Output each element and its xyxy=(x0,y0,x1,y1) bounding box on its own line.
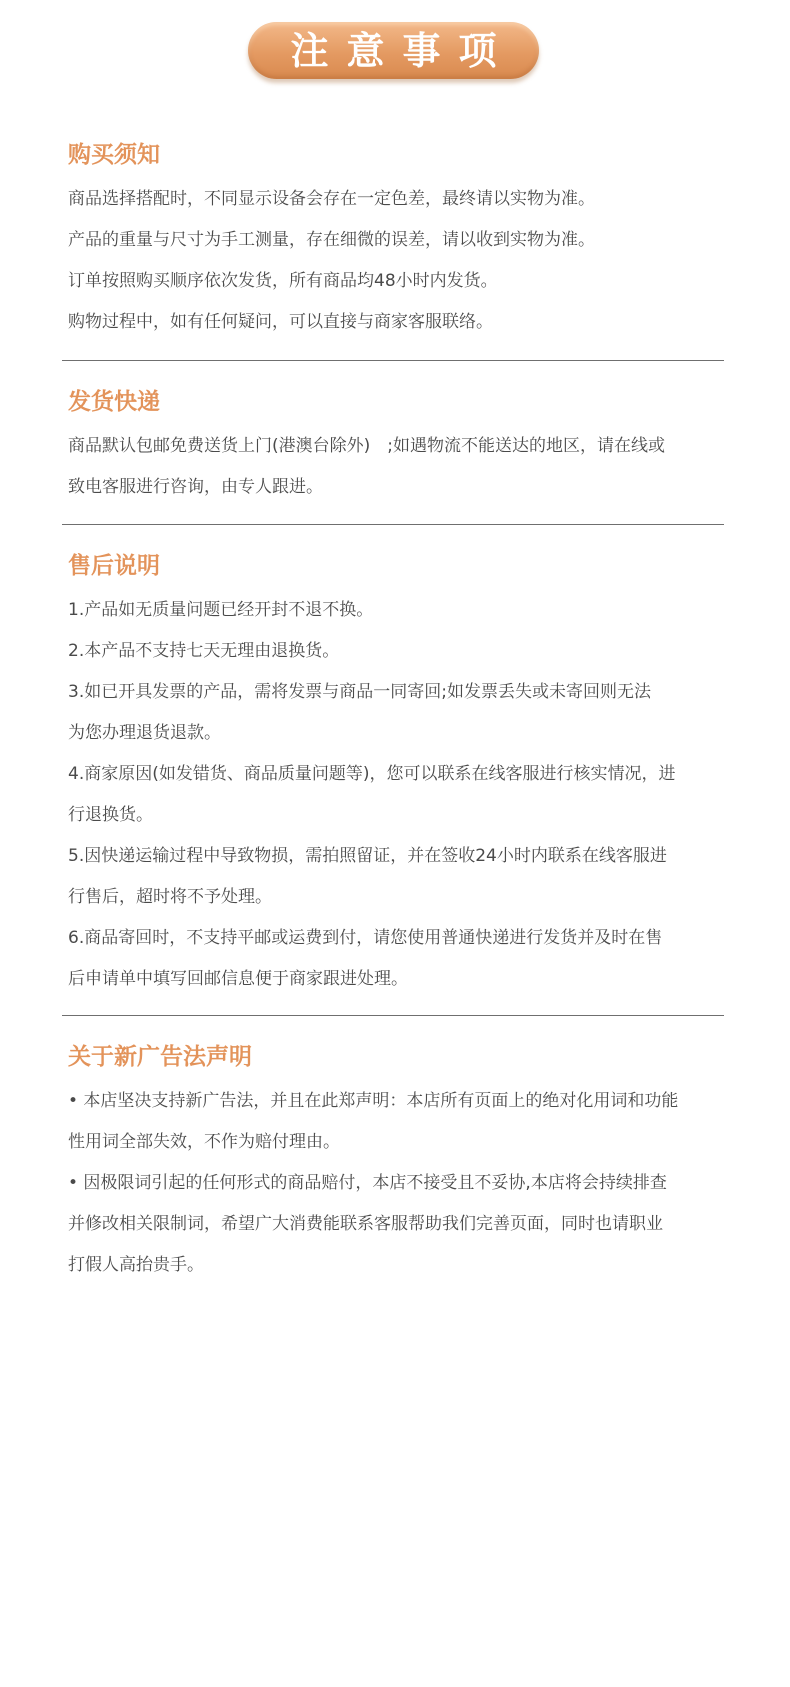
shipping-line: 致电客服进行咨询，由专人跟进。 xyxy=(68,477,323,497)
page-title-banner xyxy=(248,22,539,79)
section-ad-law-statement xyxy=(68,1042,724,1286)
after-sales-line: 2.本产品不支持七天无理由退换货。 xyxy=(68,641,340,661)
section-divider xyxy=(62,360,724,361)
section-heading: 发货快递 xyxy=(68,389,160,415)
after-sales-line: 为您办理退货退款。 xyxy=(68,723,221,743)
statement-line: • 因极限词引起的任何形式的商品赔付，本店不接受且不妥协,本店将会持续排查 xyxy=(68,1173,667,1193)
statement-line: 并修改相关限制词，希望广大消费能联系客服帮助我们完善页面，同时也请职业 xyxy=(68,1214,663,1234)
shipping-line: 商品默认包邮免费送货上门(港澳台除外) ;如遇物流不能送达的地区，请在线或 xyxy=(68,436,665,456)
notice-line: 购物过程中，如有任何疑问，可以直接与商家客服联络。 xyxy=(68,312,493,332)
notice-line: 商品选择搭配时，不同显示设备会存在一定色差，最终请以实物为准。 xyxy=(68,189,595,209)
after-sales-line: 5.因快递运输过程中导致物损，需拍照留证，并在签收24小时内联系在线客服进 xyxy=(68,846,667,866)
after-sales-line: 行退换货。 xyxy=(68,805,153,825)
after-sales-line: 4.商家原因(如发错货、商品质量问题等)，您可以联系在线客服进行核实情况，进 xyxy=(68,764,676,784)
section-shipping xyxy=(68,387,724,508)
after-sales-line: 后申请单中填写回邮信息便于商家跟进处理。 xyxy=(68,969,408,989)
section-purchase-notice xyxy=(68,140,724,343)
statement-line: • 本店坚决支持新广告法，并且在此郑声明：本店所有页面上的绝对化用词和功能 xyxy=(68,1091,679,1111)
statement-line: 性用词全部失效，不作为赔付理由。 xyxy=(68,1132,340,1152)
section-heading: 售后说明 xyxy=(68,553,160,579)
section-after-sales xyxy=(68,551,724,1000)
section-divider xyxy=(62,524,724,525)
statement-line: 打假人高抬贵手。 xyxy=(68,1255,204,1275)
notice-line: 订单按照购买顺序依次发货，所有商品均48小时内发货。 xyxy=(68,271,498,291)
notice-line: 产品的重量与尺寸为手工测量，存在细微的误差，请以收到实物为准。 xyxy=(68,230,595,250)
after-sales-line: 1.产品如无质量问题已经开封不退不换。 xyxy=(68,600,374,620)
after-sales-line: 6.商品寄回时，不支持平邮或运费到付，请您使用普通快递进行发货并及时在售 xyxy=(68,928,663,948)
section-divider xyxy=(62,1015,724,1016)
after-sales-line: 3.如已开具发票的产品，需将发票与商品一同寄回;如发票丢失或未寄回则无法 xyxy=(68,682,651,702)
section-heading: 购买须知 xyxy=(68,142,160,168)
section-heading: 关于新广告法声明 xyxy=(68,1044,252,1070)
after-sales-line: 行售后，超时将不予处理。 xyxy=(68,887,272,907)
page-title: 注意事项 xyxy=(290,28,515,73)
